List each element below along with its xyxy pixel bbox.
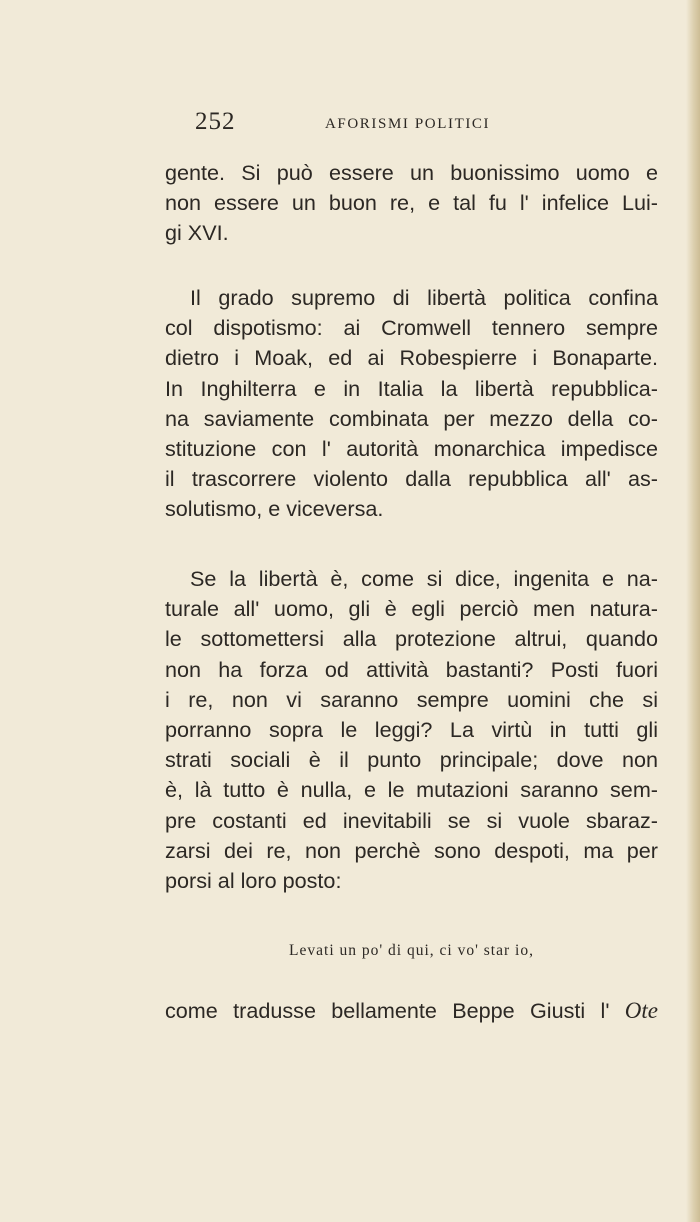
text-line: porsi al loro posto: [165, 867, 342, 893]
page-edge [686, 0, 700, 1222]
text-line [165, 996, 658, 1026]
text-line: In Inghilterra e in Italia la libertà repubblica- [165, 375, 658, 401]
text-line: zarsi dei re, non perchè sono despoti, ma per [165, 837, 658, 863]
text-line: Se la libertà è, come si dice, ingenita e na- [190, 566, 658, 591]
text-line: le sottomettersi alla protezione altrui, quando [165, 626, 658, 652]
page-header [165, 108, 655, 140]
text-line: porranno sopra le leggi? La virtù in tutti gli [165, 716, 658, 742]
text-line: turale all' uomo, gli è egli perciò men natura- [165, 596, 658, 622]
text-line: gente. Si può essere un buonissimo uomo e [165, 160, 658, 185]
text-line: è, là tutto è nulla, e le mutazioni saranno sem- [165, 777, 658, 803]
closing-line [165, 996, 658, 1026]
text-line: col dispotismo: ai Cromwell tennero sempre [165, 315, 658, 341]
paragraph-2 [165, 283, 658, 525]
text-line: non essere un buon re, e tal fu l' infelice Lui- [165, 190, 658, 216]
text-line: stituzione con l' autorità monarchica impedisce [165, 435, 658, 461]
paragraph-3 [165, 564, 658, 896]
text-line: solutismo, e viceversa. [165, 496, 384, 522]
text-line: dietro i Moak, ed ai Robespierre i Bonaparte. [165, 345, 658, 371]
closing-italic: Ote [624, 998, 658, 1023]
paragraph-1 [165, 158, 658, 249]
text-line: strati sociali è il punto principale; dove non [165, 747, 658, 773]
text-line: pre costanti ed inevitabili se si vuole sbaraz- [165, 807, 658, 833]
text-line: gi XVI. [165, 220, 229, 246]
text-line: Il grado supremo di libertà politica confina [190, 285, 658, 310]
text-line: non ha forza od attività bastanti? Posti fuori [165, 656, 658, 682]
verse-quote: Levati un po' di qui, ci vo' star io, [289, 942, 534, 959]
text-line: il trascorrere violento dalla repubblica all' as- [165, 466, 658, 492]
closing-text: come tradusse bellamente Beppe Giusti l' [165, 998, 610, 1023]
text-line: na saviamente combinata per mezzo della co- [165, 405, 658, 431]
text-line: i re, non vi saranno sempre uomini che si [165, 686, 658, 712]
page-number: 252 [195, 108, 236, 135]
running-title: AFORISMI POLITICI [325, 116, 491, 132]
